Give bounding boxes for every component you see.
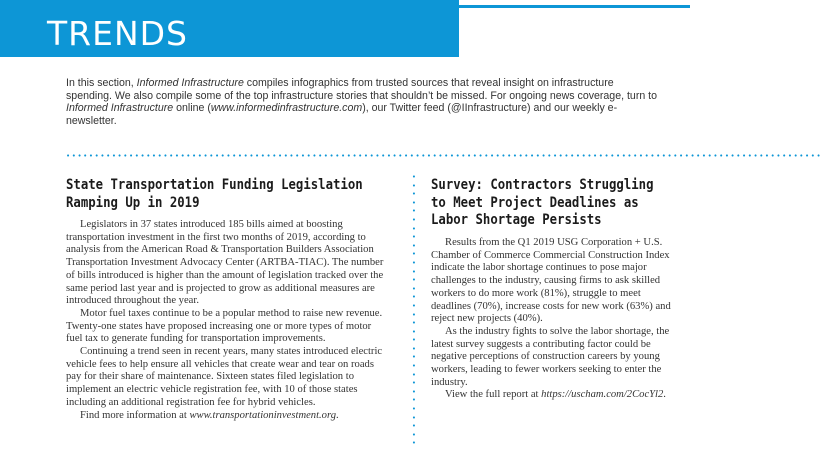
right-article-paragraph: Results from the Q1 2019 USG Corporation + U.S. Chamber of Commerce Commercial Construction Index indicate the labor shortage continues to pose major challenges to the industry, causing firms to ask skilled workers to do more work (81%), struggle to meet deadlines (70%), increase costs for new work (63%) and reject new projects (40%). [431, 237, 671, 325]
intro-paragraph: In this section, Informed Infrastructure compiles infographics from trusted sources that reveal insight on infrastructure spending. We also compile some of the top infrastructure stories that shouldn’t be missed. For ongoing news coverage, turn to Informed Infrastructure online (www.informedinfrastructure.com), our Twitter feed (@IInfrastructure) and our weekly e-newsletter. [66, 77, 658, 127]
right-article-body [431, 237, 671, 402]
right-article-report: View the full report at https://uscham.com/2CocYl2. [445, 389, 666, 401]
right-article-paragraph: As the industry fights to solve the labor shortage, the latest survey suggests a contributing factor could be negative perceptions of construction careers by young workers, leading to fewer workers seeking to enter the industry. [431, 325, 670, 388]
left-article-paragraph: Continuing a trend seen in recent years, many states introduced electric vehicle fees to help ensure all vehicles that create wear and tear on roads pay for their share of maintenance. Sixteen states filed legislation to implement an electric vehicle registration fee, with 10 of those states including an additional registration fee for hybrid vehicles. [66, 346, 383, 408]
twitter-handle[interactable]: @IInfrastructure [450, 102, 528, 115]
header-rule [459, 5, 690, 8]
full-report-link[interactable]: https://uscham.com/2CocYl2 [541, 389, 664, 401]
right-article-headline: Survey: Contractors Struggling to Meet Project Deadlines as Labor Shortage Persists [431, 177, 654, 228]
left-article-body [66, 219, 384, 422]
header-banner [0, 0, 459, 57]
left-article-paragraph: Legislators in 37 states introduced 185 bills aimed at boosting transportation investment in the first two months of 2019, according to analysis from the American Road & Transportation Builders Association Transportation Investment Advocacy Center (ARTBA-TIAC). The number of bills introduced is higher than the amount of legislation tracked over the same period last year and is projected to grow as additional measures are introduced throughout the year. [66, 219, 384, 307]
section-title: TRENDS [47, 14, 188, 53]
website-link[interactable]: www.informedinfrastructure.com [210, 102, 363, 115]
dotted-divider-horizontal: •••••••••••••••••••••••••••••••••••••••••••••••••••••••••••••••••••••••••••••••••••••••••••••••••••••••••••••••••••••••••••••••••••• [66, 152, 822, 160]
left-article-paragraph: Motor fuel taxes continue to be a popular method to raise new revenue. Twenty-one states have proposed increasing one or more types of motor fuel tax to generate funding for transportation improvements. [66, 307, 383, 345]
publication-name-online: Informed Infrastructure [66, 102, 174, 115]
left-article-headline: State Transportation Funding Legislation Ramping Up in 2019 [66, 177, 363, 211]
more-info-link[interactable]: www.transportationinvestment.org [189, 409, 337, 421]
dotted-divider-vertical: • • • • • • • • • • • • • • • • • • • • • • • • • • • • • • • • [411, 173, 417, 448]
publication-name: Informed Infrastructure [136, 77, 244, 89]
left-article-more-info: Find more information at www.transportationinvestment.org. [80, 409, 339, 421]
